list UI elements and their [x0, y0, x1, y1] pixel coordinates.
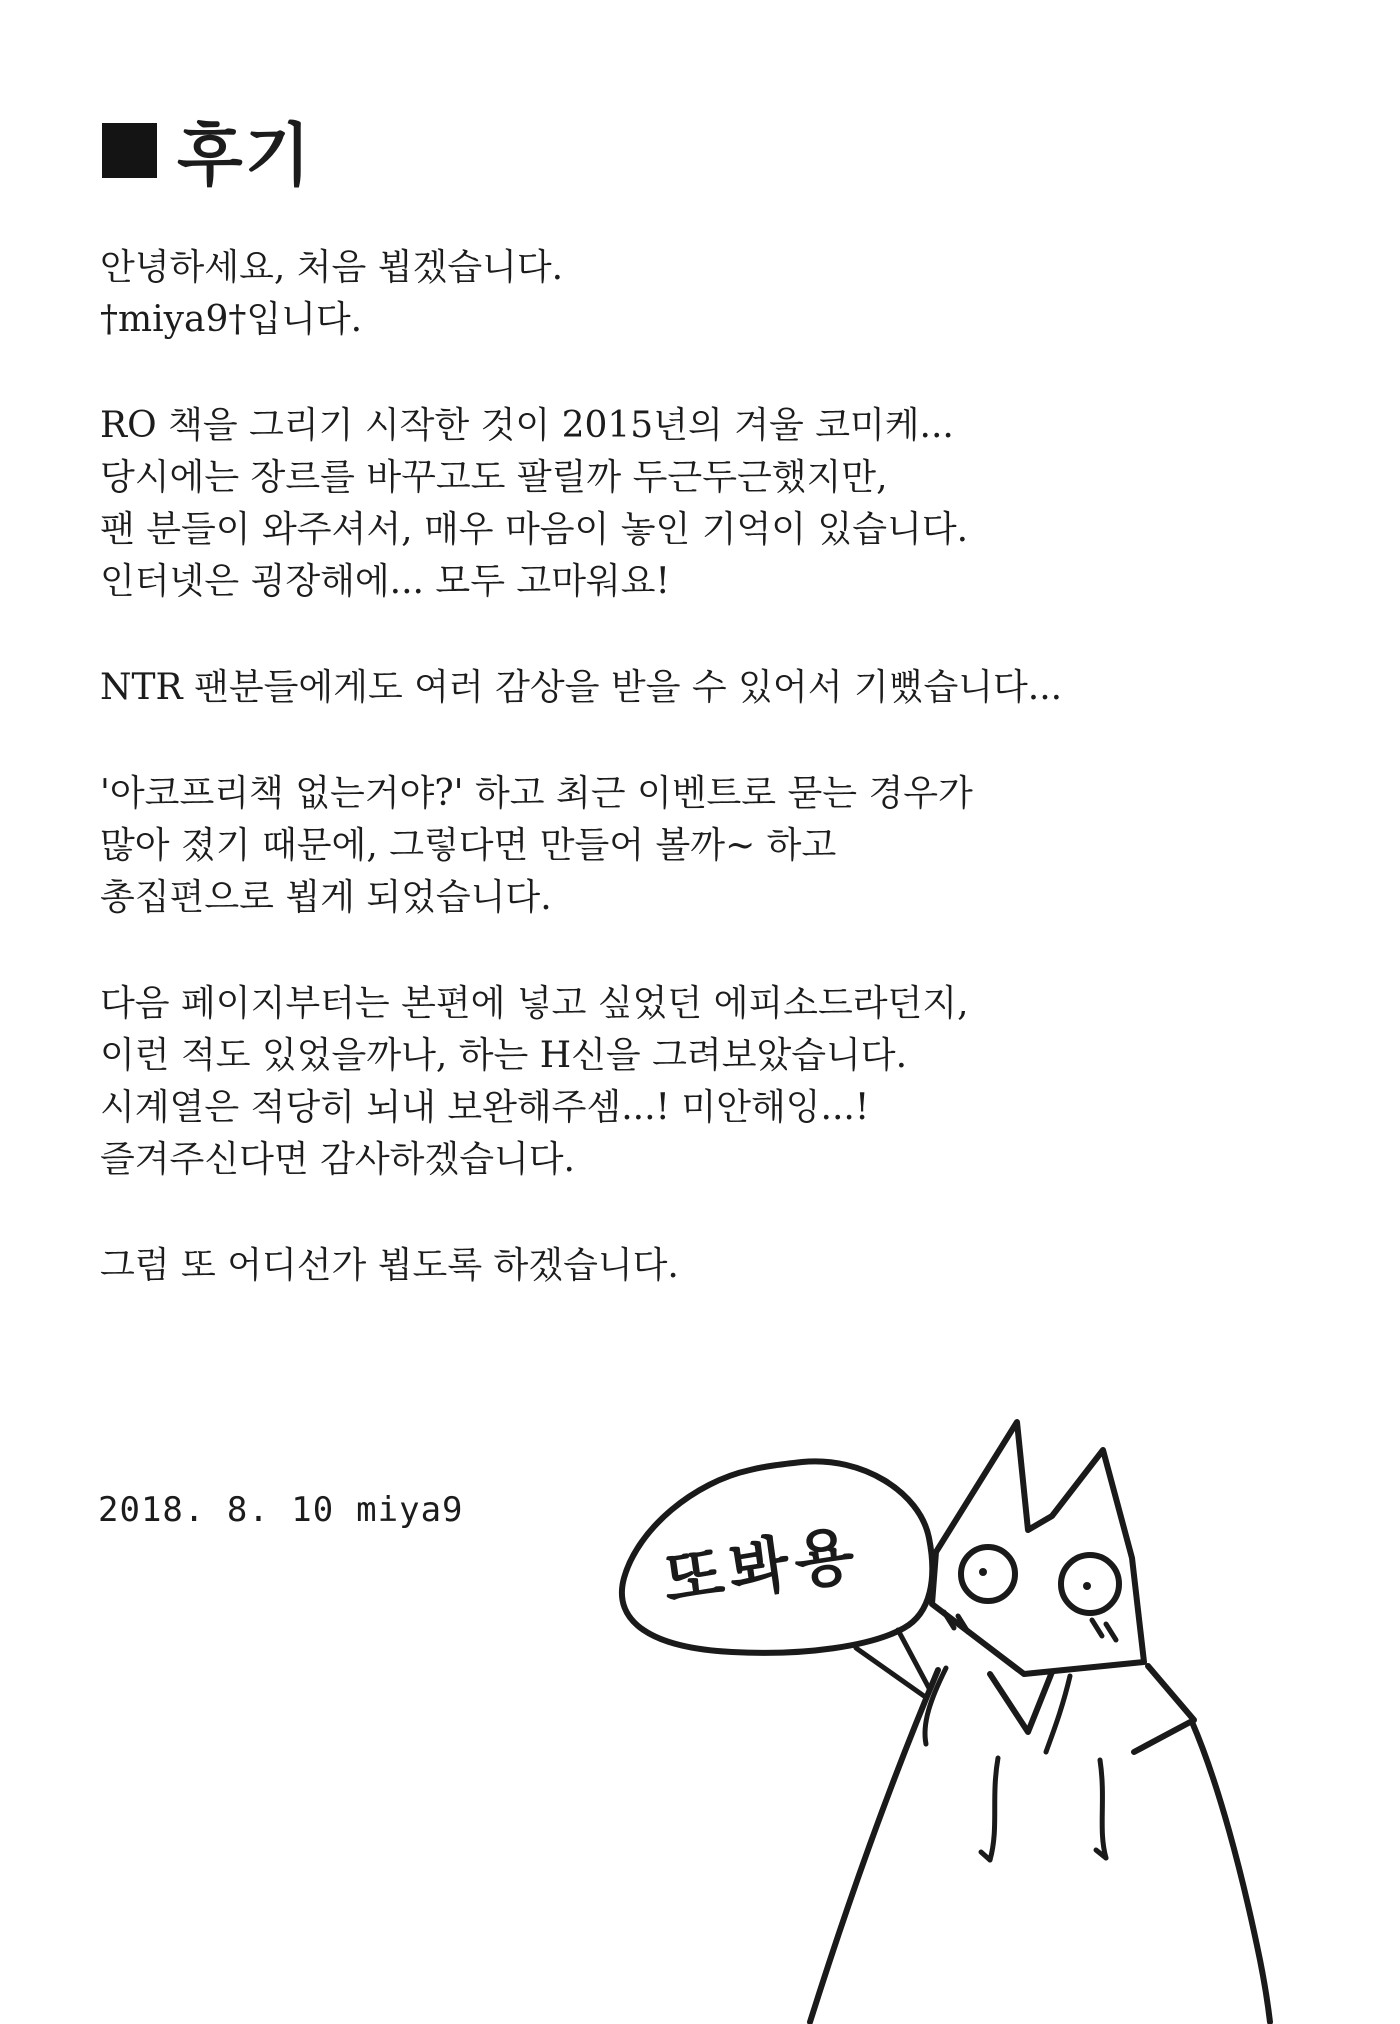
paragraph-farewell — [100, 1240, 1320, 1292]
text-line: 당시에는 장르를 바꾸고도 팔릴까 두근두근했지만, — [100, 457, 888, 498]
text-line: 인터넷은 굉장해에... 모두 고마워요! — [100, 561, 670, 602]
left-eye — [961, 1547, 1015, 1601]
right-pupil — [1083, 1582, 1091, 1590]
right-hood-flap — [1134, 1666, 1194, 1752]
signoff-date: 2018. 8. 10 — [98, 1490, 335, 1530]
paragraph-greeting — [100, 242, 1320, 346]
text-line: 다음 페이지부터는 본편에 넣고 싶었던 에피소드라던지, — [100, 983, 969, 1024]
paragraph-ntr-fans — [100, 662, 1320, 714]
right-blush-mark — [1106, 1624, 1116, 1640]
text-line: 많아 졌기 때문에, 그렇다면 만들어 볼까~ 하고 — [100, 825, 837, 866]
right-drawstring — [1100, 1760, 1106, 1858]
square-bullet-icon — [102, 123, 157, 178]
center-collar-fold — [1046, 1676, 1070, 1752]
text-line: '아코프리책 없는거야?' 하고 최근 이벤트로 묻는 경우가 — [100, 773, 973, 814]
signoff — [98, 1490, 464, 1530]
right-body-outline — [1192, 1722, 1270, 2022]
text-line: 그럼 또 어디선가 뵙도록 하겠습니다. — [100, 1245, 679, 1286]
paragraph-history — [100, 400, 1320, 608]
chin-fold — [990, 1672, 1052, 1732]
text-line: 시계열은 적당히 뇌내 보완해주셈...! 미안해잉...! — [100, 1087, 870, 1128]
left-drawstring-hook — [981, 1852, 990, 1860]
signoff-author: miya9 — [356, 1490, 464, 1530]
speech-bubble-text: 또봐용 — [658, 1517, 865, 1617]
text-line: †miya9†입니다. — [100, 299, 363, 340]
author-sketch-illustration — [600, 1400, 1300, 2024]
hooded-cat-character — [810, 1422, 1270, 2022]
text-line: 총집편으로 뵙게 되었습니다. — [100, 877, 552, 918]
paragraph-compilation — [100, 768, 1320, 924]
right-blush-mark — [1092, 1620, 1102, 1636]
afterword-body — [100, 242, 1320, 1346]
left-pupil — [979, 1568, 987, 1576]
text-line: 안녕하세요, 처음 뵙겠습니다. — [100, 247, 564, 288]
text-line: NTR 팬분들에게도 여러 감상을 받을 수 있어서 기뻤습니다... — [100, 667, 1063, 708]
left-body-outline — [810, 1670, 938, 2022]
speech-bubble — [622, 1461, 932, 1696]
paragraph-next-pages — [100, 978, 1320, 1186]
text-line: 팬 분들이 와주셔서, 매우 마음이 놓인 기억이 있습니다. — [100, 509, 969, 550]
text-line: 이런 적도 있었을까나, 하는 H신을 그려보았습니다. — [100, 1035, 908, 1076]
text-line: 즐겨주신다면 감사하겠습니다. — [100, 1139, 575, 1180]
page-title — [102, 102, 312, 199]
text-line: RO 책을 그리기 시작한 것이 2015년의 겨울 코미케... — [100, 405, 954, 446]
page-title-text: 후기 — [177, 116, 313, 196]
left-drawstring — [990, 1758, 998, 1860]
